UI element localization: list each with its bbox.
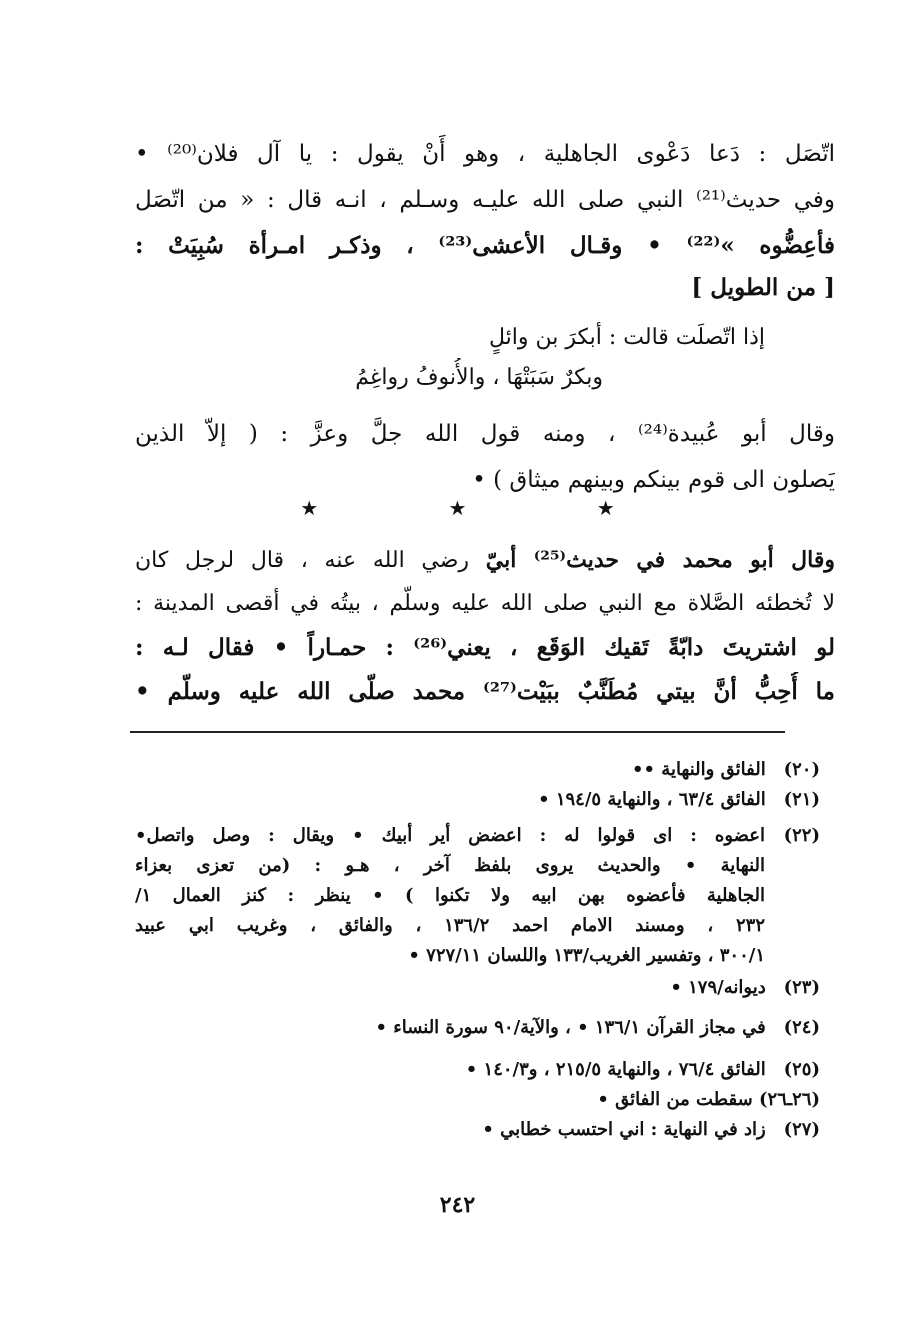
- body-line: فأعِضُّوه »⁽²²⁾ • وقـال الأعشى⁽²³⁾ ، وذكـر امـرأة سُبِيَتْ :: [135, 232, 835, 259]
- footnote-text: ٢٣٢ ، ومسند الامام احمد ١٣٦/٢ ، والفائق ، وغريب ابي عبيد: [135, 915, 765, 936]
- footnote-text: زاد في النهاية : اني احتسب خطابي •: [482, 1119, 766, 1140]
- footnote-number: (٢٣): [783, 977, 820, 998]
- body-line: يَصلون الى قوم بينكم وبينهم ميثاق ) •: [472, 467, 835, 493]
- footnote-number: (٢٢): [783, 825, 820, 846]
- footnote-number: (٢٦ـ٢٦): [758, 1089, 820, 1110]
- footnote-text: الفائق والنهاية ••: [632, 759, 766, 780]
- footnote-text: النهاية • والحديث يروى بلفظ آخر ، هـو : (من تعزى بعزاء: [135, 855, 765, 876]
- footnote: [597, 1084, 820, 1116]
- body-line: وقال أبو عُبيدة⁽²⁴⁾ ، ومنه قول الله جلَّ وعزَّ : ( إلاّ الذين: [135, 421, 835, 447]
- section-lead-rest: رضي الله عنه ، قال لرجل كان: [135, 548, 470, 573]
- footnote-text: ٣٠٠/١ ، وتفسير الغريب/١٣٣ واللسان ٧٢٧/١١ •: [408, 945, 765, 966]
- footnote-number: (٢٠): [783, 759, 820, 780]
- footnote-text: سقطت من الفائق •: [597, 1089, 753, 1110]
- footnote-number: (٢١): [783, 789, 820, 810]
- section-lead: وقال أبو محمد في حديث⁽²⁵⁾ أبيّ: [485, 547, 835, 573]
- body-line: وفي حديث⁽²¹⁾ النبي صلى الله عليـه وسـلم ، انـه قال : « من اتّصَل: [135, 187, 835, 213]
- verse-second-hemistich: وبكرٌ سَبَتْهَا ، والأُنوفُ رواغِمُ: [355, 365, 603, 390]
- section-separator: ★ ★ ★: [300, 496, 677, 520]
- footnote-number: (٢٥): [783, 1059, 820, 1080]
- verse-first-hemistich: إذا اتّصلَت قالت : أبكرَ بن وائلٍ: [488, 325, 765, 350]
- footnote-text: الجاهلية فأعضوه بهن ابيه ولا تكنوا ) • ينظر : كنز العمال ١/: [135, 885, 765, 906]
- footnote: [375, 1012, 820, 1044]
- footnote-number: (٢٧): [783, 1119, 820, 1140]
- footnote: [538, 784, 820, 816]
- page-number: ٢٤٢: [439, 1192, 476, 1218]
- footnote: [466, 1054, 820, 1086]
- footnote: [632, 754, 820, 786]
- body-line: [135, 540, 835, 581]
- footnote-divider: [130, 731, 785, 733]
- body-line: اتّصَل : دَعا دَعْوى الجاهلية ، وهو أَنْ يقول : يا آل فلان⁽²⁰⁾ •: [135, 141, 835, 167]
- footnote-number: (٢٤): [783, 1017, 820, 1038]
- footnote-text: الفائق ٧٦/٤ ، والنهاية ٢١٥/٥ ، و١٤٠/٣ •: [465, 1059, 766, 1080]
- meter-label: [ من الطويل ]: [691, 274, 835, 301]
- body-line: لو اشتريتَ دابّةً تَقيك الوَقَع ، يعني⁽²⁶⁾ : حمـاراً • فقال لـه :: [135, 634, 835, 661]
- footnote-text: اعضوه : اى قولوا له : اعضض أير أبيك • ويقال : وصل واتصل•: [135, 825, 765, 846]
- footnote: [670, 972, 820, 1004]
- footnote-number-22: [772, 820, 820, 852]
- footnote-text: ديوانه/١٧٩ •: [670, 977, 766, 998]
- footnote-text: الفائق ٦٣/٤ ، والنهاية ١٩٤/٥ •: [538, 789, 766, 810]
- body-line: لا تُخطئه الصَّلاة مع النبي صلى الله عليه وسلّم ، بيتُه في أقصى المدينة :: [135, 591, 835, 616]
- body-line: ما أُحِبُّ أنَّ بيتي مُطَنَّبٌ ببَيْت⁽²⁷⁾ محمد صلّى الله عليه وسلّم •: [135, 678, 835, 705]
- footnote-text: في مجاز القرآن ١٣٦/١ • ، والآية/٩٠ سورة النساء •: [375, 1017, 766, 1038]
- footnote: [482, 1114, 820, 1146]
